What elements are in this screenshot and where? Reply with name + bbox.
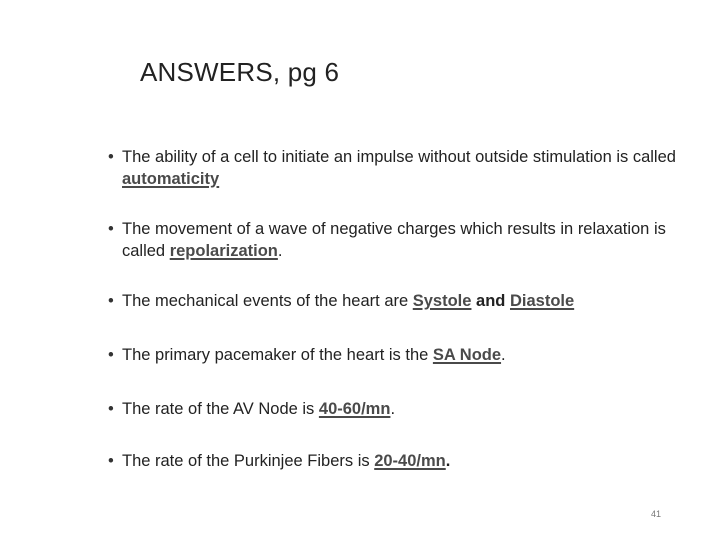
answer-item — [108, 146, 698, 190]
slide-title: ANSWERS, pg 6 — [140, 57, 340, 88]
answer-conjunction: and — [476, 292, 506, 310]
answer-text: The rate of the AV Node is — [122, 400, 319, 418]
answer-text: The rate of the Purkinjee Fibers is — [122, 452, 375, 470]
answer-text: The mechanical events of the heart are — [122, 292, 413, 310]
answer-text: The movement of a wave of negative charges which results in relaxation is called — [122, 220, 666, 260]
answer-suffix: . — [445, 452, 451, 470]
answer-term: SA Node — [432, 346, 502, 364]
bullet-icon: • — [108, 292, 114, 310]
bullet-icon: • — [108, 400, 114, 418]
answer-text: The primary pacemaker of the heart is the — [122, 346, 433, 364]
answer-term: repolarization — [169, 242, 278, 260]
slide-number: 41 — [651, 509, 662, 519]
answer-suffix: . — [501, 346, 506, 364]
answer-term: 20-40/mn — [374, 452, 446, 470]
bullet-icon: • — [108, 148, 114, 166]
bullet-icon: • — [108, 452, 114, 470]
answer-term: automaticity — [122, 170, 220, 188]
answer-item — [108, 290, 698, 312]
answer-term: 40-60/mn — [318, 400, 391, 418]
answer-item — [108, 218, 698, 262]
bullet-icon: • — [108, 346, 114, 364]
answer-term: Diastole — [509, 292, 575, 310]
answer-item — [108, 344, 698, 366]
bullet-icon: • — [108, 220, 114, 238]
answer-text: The ability of a cell to initiate an impulse without outside stimulation is called — [122, 148, 676, 166]
answer-item — [108, 398, 698, 420]
answer-suffix: . — [277, 242, 283, 260]
answer-suffix: . — [390, 400, 396, 418]
answer-term: Systole — [412, 292, 472, 310]
answer-item — [108, 450, 698, 472]
